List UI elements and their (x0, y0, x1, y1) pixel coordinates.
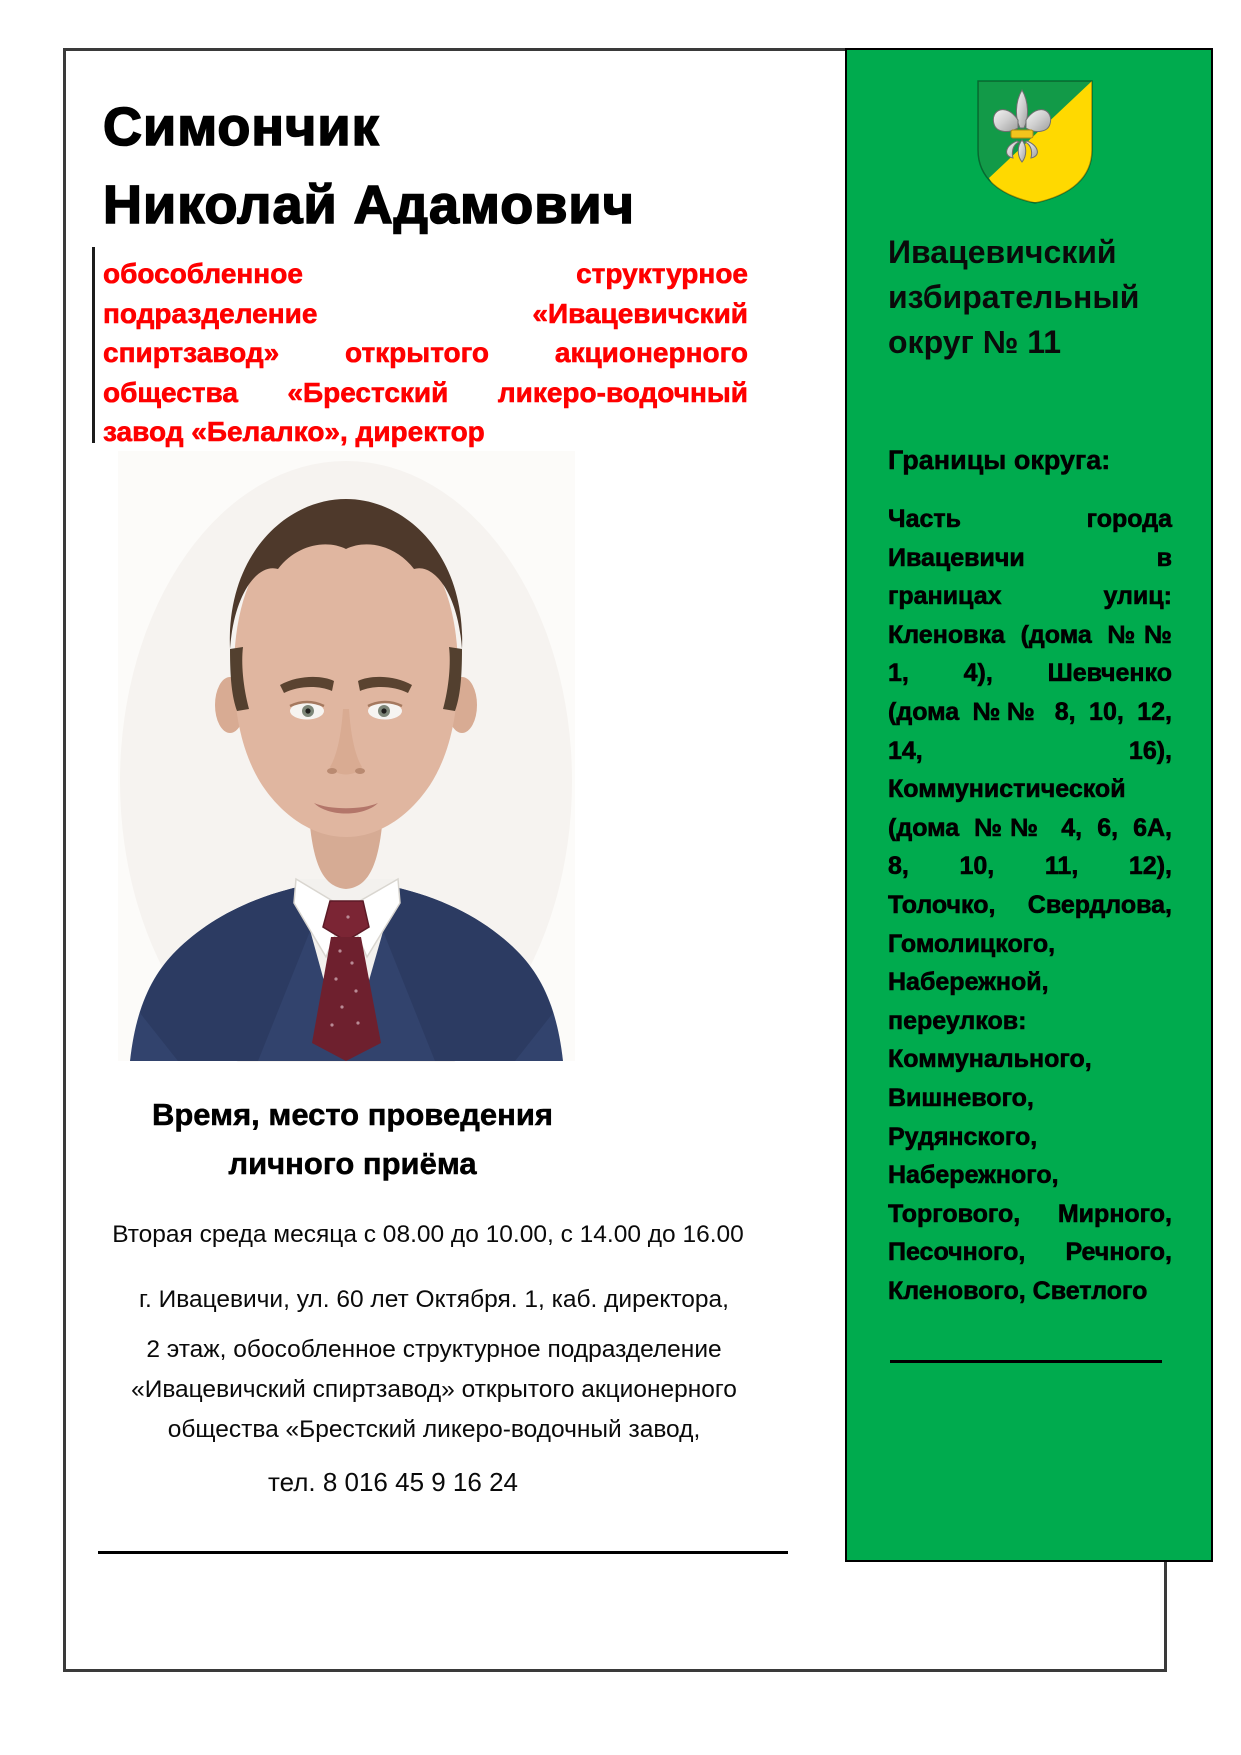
text-line: Набережной, (888, 968, 1049, 997)
text-line: Коммунального, (888, 1045, 1092, 1074)
panel-signature-line (890, 1360, 1162, 1363)
text-line: 14, 16), (888, 736, 1172, 765)
text-line: Часть города (888, 505, 1172, 533)
text-line: переулков: (888, 1006, 1027, 1035)
signature-line (98, 1551, 788, 1554)
reception-phone: тел. 8 016 45 9 16 24 (267, 1467, 518, 1497)
candidate-position-text (103, 254, 748, 452)
text-line: (дома №№ 8, 10, 12, (888, 697, 1172, 726)
text-line: (дома №№ 4, 6, 6А, (888, 813, 1172, 842)
text-line: завод «Белалко», директор (103, 416, 485, 447)
district-boundaries-text (888, 500, 1172, 1310)
text-line: общества «Брестский ликеро-водочный (103, 376, 748, 408)
reception-details: 2 этаж, обособленное структурное подразделение «Ивацевичский спиртзавод» открытого акционерного общества «Брестский ликеро-водочный завод, (131, 1336, 737, 1443)
text-line: Ивацевичи в (888, 543, 1172, 572)
reception-address: г. Ивацевичи, ул. 60 лет Октября. 1, каб. директора, (139, 1286, 729, 1313)
text-line: 1, 4), Шевченко (888, 659, 1172, 688)
candidate-photo (118, 450, 575, 1062)
coat-of-arms (975, 78, 1095, 206)
district-title: Ивацевичский избирательный округ № 11 (888, 234, 1140, 360)
text-line: Коммунистической (888, 775, 1126, 804)
text-line: спиртзавод» открытого акционерного (103, 337, 748, 368)
text-line: подразделение «Ивацевичский (103, 297, 748, 329)
text-line: границах улиц: (888, 582, 1172, 611)
text-line: Торгового, Мирного, (888, 1199, 1172, 1228)
candidate-last-name: Симончик (103, 97, 380, 157)
text-line: обособленное структурное (103, 258, 748, 289)
text-line: Рудянского, (888, 1122, 1038, 1151)
candidate-first-patronymic: Николай Адамович (103, 175, 635, 235)
reception-schedule: Вторая среда месяца с 08.00 до 10.00, с 14.00 до 16.00 (112, 1221, 744, 1248)
district-boundaries-heading: Границы округа: (888, 445, 1111, 475)
candidate-name (103, 88, 803, 244)
text-line: Кленового, Светлого (888, 1276, 1148, 1305)
text-line: Гомолицкого, (888, 929, 1056, 958)
text-line: 8, 10, 11, 12), (888, 852, 1172, 881)
text-line: Толочко, Свердлова, (888, 890, 1172, 919)
reception-heading: Время, место проведения личного приёма (151, 1097, 553, 1181)
district-panel (845, 48, 1213, 1562)
text-line: Набережного, (888, 1161, 1059, 1190)
text-line: Песочного, Речного, (888, 1238, 1172, 1267)
paragraph-change-bar (92, 247, 95, 443)
text-line: Вишневого, (888, 1083, 1034, 1112)
text-line: Кленовка (дома №№ (888, 620, 1172, 649)
